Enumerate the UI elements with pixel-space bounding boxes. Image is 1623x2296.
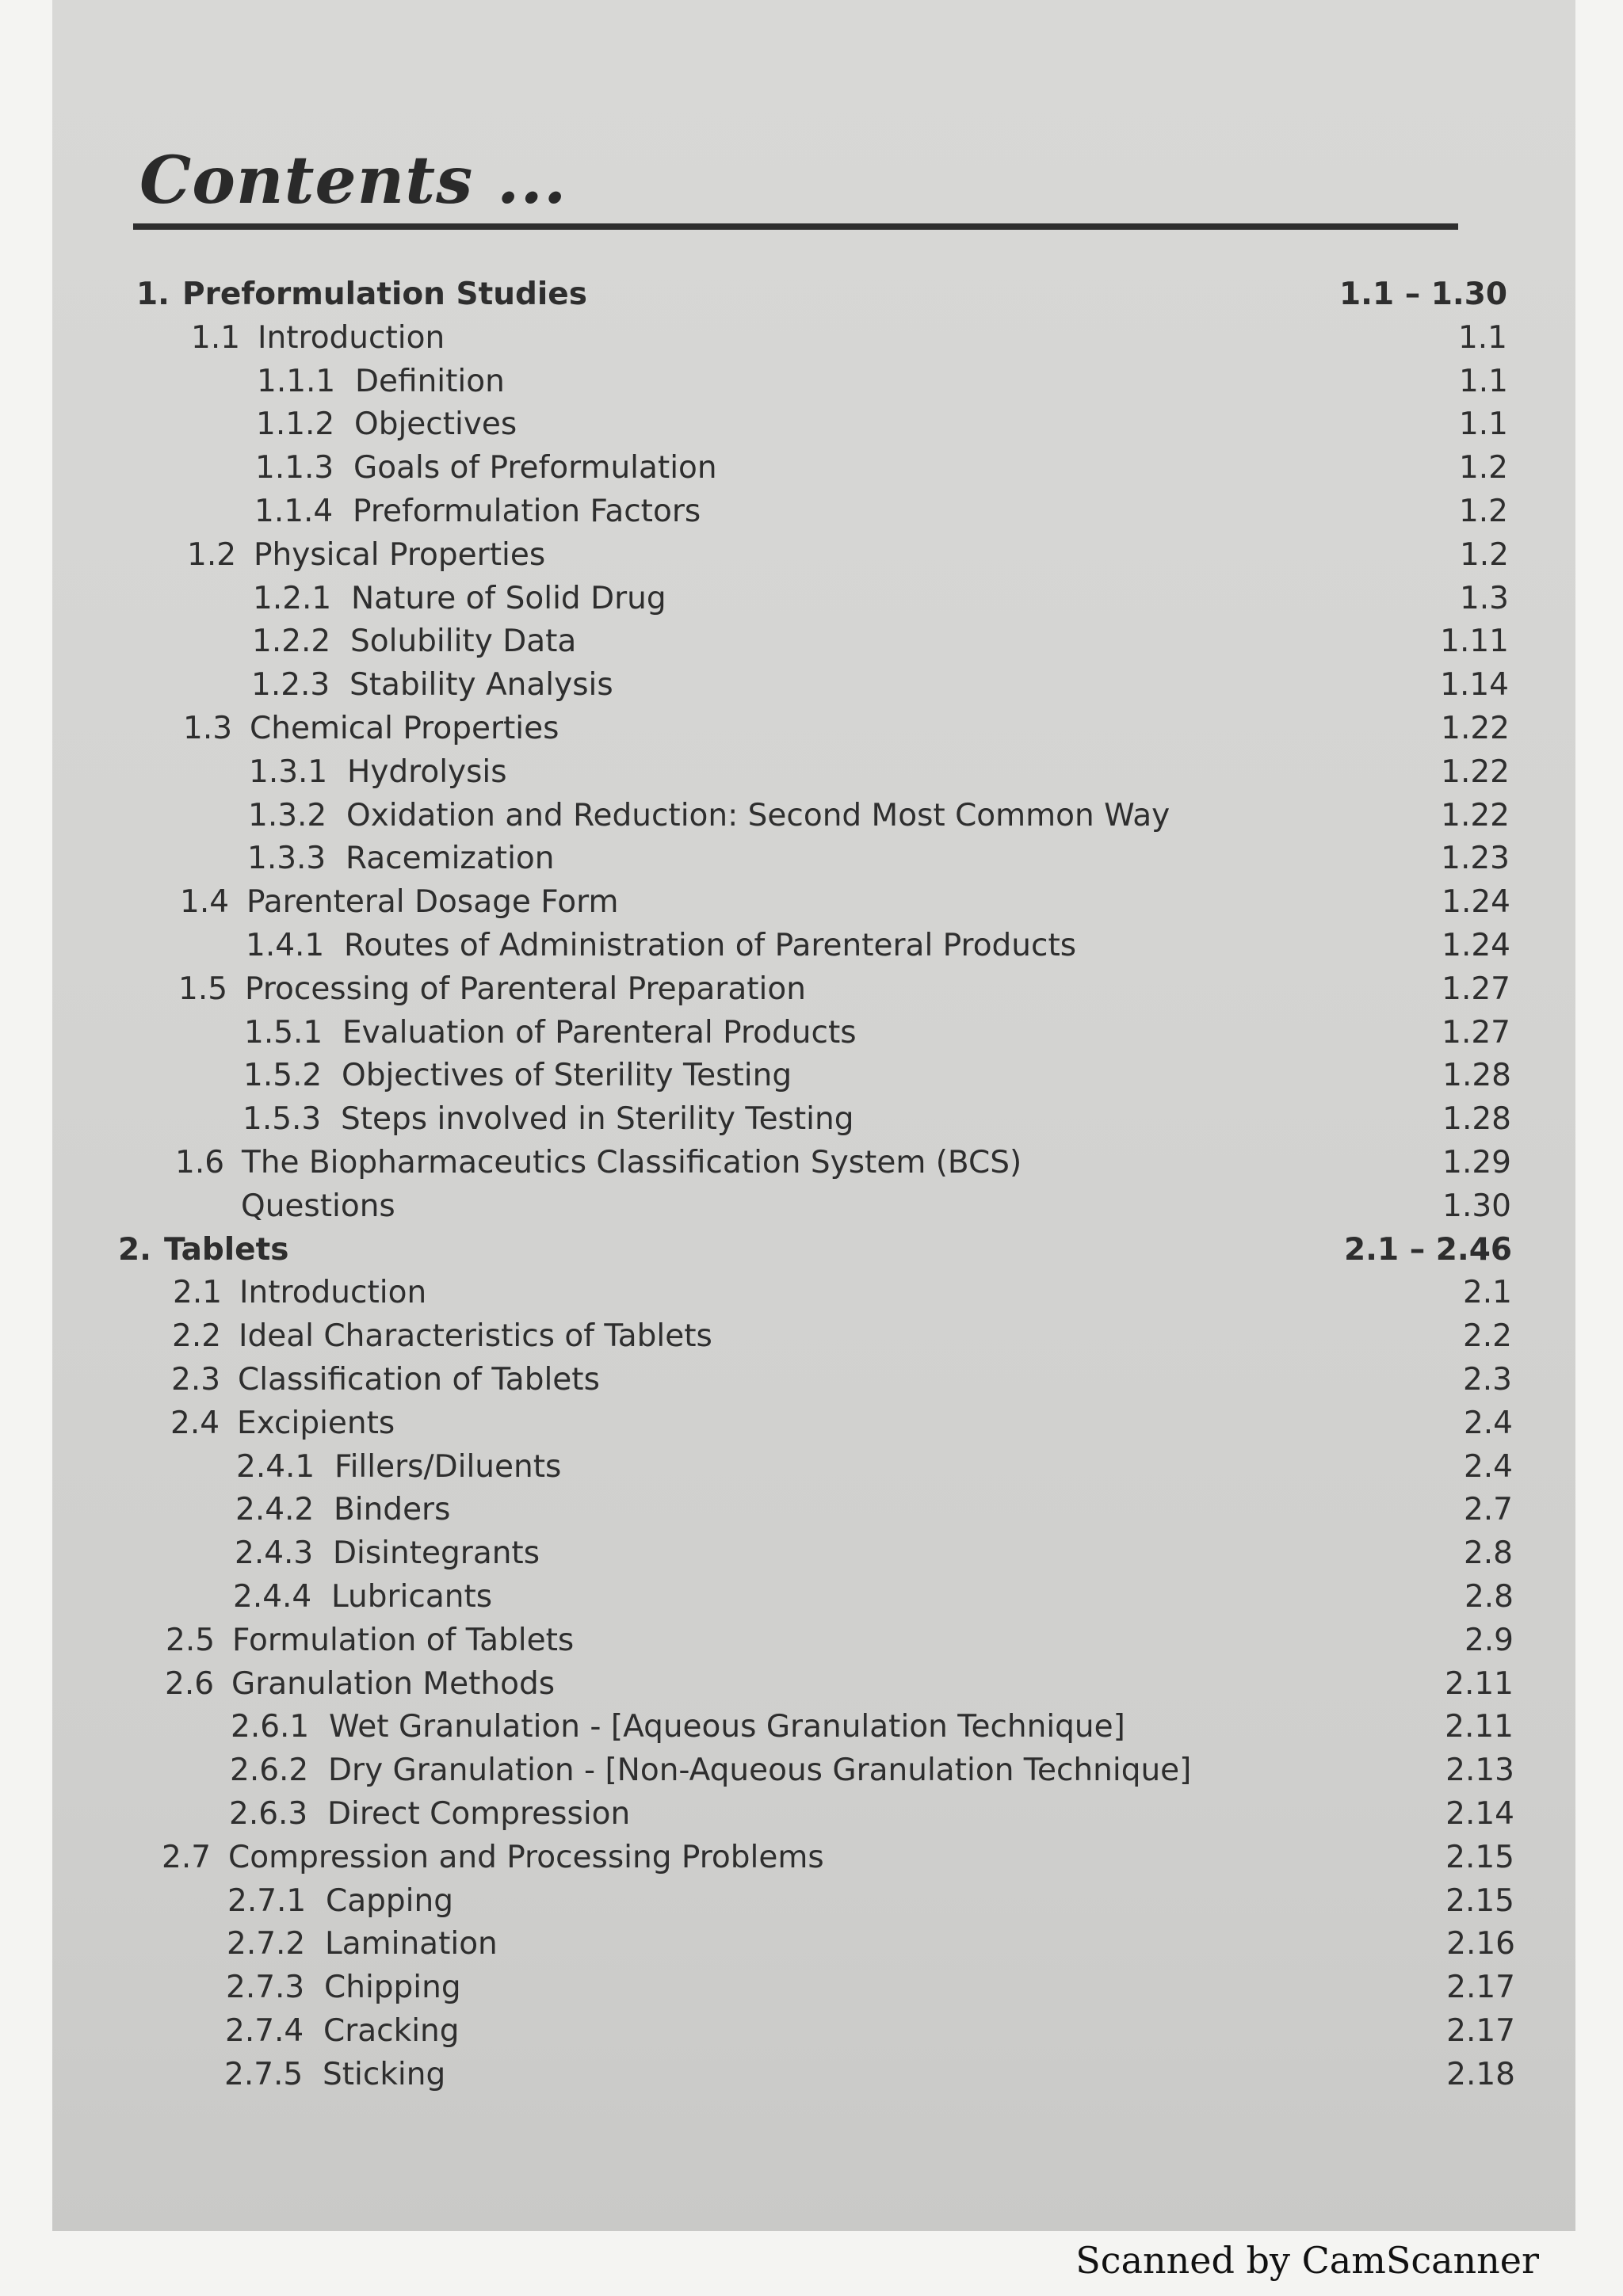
toc-entry-page: 1.1 [1458,406,1508,443]
toc-entry-number: 1.1.1 [257,363,336,399]
toc-entry-title: Tablets [164,1231,289,1268]
toc-entry-number: 1.2.1 [253,580,332,616]
toc-entry-page: 2.18 [1446,2056,1515,2092]
toc-entry-title: Sticking [323,2056,446,2092]
toc-entry-title: Chemical Properties [250,711,559,746]
toc-entry-number: 2.4.4 [233,1579,312,1615]
toc-entry-title: Racemization [346,841,555,877]
toc-entry-page: 2.17 [1446,1970,1515,2006]
toc-entry-number: 1.5.2 [243,1058,323,1094]
toc-entry-number: 2.5 [166,1622,216,1658]
toc-entry-page: 1.24 [1442,928,1510,963]
toc-entry-title: Processing of Parenteral Preparation [245,971,806,1007]
toc-entry-title: Preformulation Studies [182,277,587,312]
scanner-watermark: Scanned by CamScanner [1075,2239,1539,2282]
toc-entry-title: Cracking [323,2013,460,2049]
toc-entry-title: Solubility Data [350,624,577,660]
toc-entry-title: Formulation of Tablets [232,1622,575,1658]
toc-entry-title: Nature of Solid Drug [351,580,666,616]
toc-entry-page: 2.14 [1445,1796,1514,1832]
toc-entry-number: 2.7.5 [224,2056,304,2092]
toc-entry-number: 2.4.1 [236,1448,315,1485]
toc-entry-number: 2.7.1 [227,1882,307,1919]
toc-entry-title: Objectives of Sterility Testing [342,1058,792,1094]
toc-entry-title: Wet Granulation - [Aqueous Granulation Technique] [329,1709,1125,1745]
toc-entry-title: Introduction [258,319,445,356]
toc-entry-title: Excipients [237,1405,395,1441]
toc-entry-number: 2. [118,1231,151,1268]
toc-entry-title: Disintegrants [333,1535,540,1572]
toc-entry-number: 1.3.3 [247,841,327,877]
toc-entry-title: Fillers/Diluents [334,1448,562,1485]
toc-entry-title: Questions [241,1188,395,1224]
toc-entry-page: 2.1 – 2.46 [1344,1231,1512,1268]
toc-entry-number: 1.1.2 [256,406,335,443]
toc-entry-title: Evaluation of Parenteral Products [342,1014,857,1051]
toc-entry-number: 2.4.3 [235,1535,314,1572]
toc-entry-number: 1.2.3 [251,667,330,704]
toc-entry-number: 1.1.4 [254,494,334,529]
toc-entry-title: Oxidation and Reduction: Second Most Common Way [346,797,1170,833]
toc-entry-page: 1.14 [1440,667,1509,704]
toc-entry-page: 2.11 [1445,1709,1514,1745]
toc-entry-title: Hydrolysis [347,753,507,790]
toc-entry-number: 2.7 [162,1839,212,1875]
toc-entry-page: 1.3 [1459,580,1509,616]
document-page [52,0,1575,2231]
toc-entry-title: Lamination [325,1926,498,1962]
toc-entry-number: 2.3 [171,1362,221,1398]
toc-entry-page: 1.29 [1442,1145,1511,1180]
toc-entry-number: 1.5.1 [244,1014,323,1051]
toc-entry-number: 2.6.3 [229,1796,308,1832]
toc-entry-title: Classification of Tablets [238,1362,600,1398]
toc-entry-page: 2.17 [1446,2013,1515,2049]
toc-entry-title: Binders [334,1492,451,1528]
toc-entry-page: 2.2 [1462,1318,1512,1355]
toc-entry-page: 1.23 [1441,841,1510,877]
toc-entry-page: 1.1 – 1.30 [1339,277,1507,312]
toc-entry-page: 1.11 [1440,624,1509,660]
toc-entry-title: Chipping [324,1970,461,2006]
toc-entry-page: 2.13 [1445,1753,1514,1789]
toc-entry-number: 2.2 [172,1318,222,1355]
toc-entry-number: 1.2.2 [252,624,331,660]
toc-entry-title: Introduction [239,1275,427,1311]
toc-entry-title: Dry Granulation - [Non-Aqueous Granulation Technique] [328,1753,1192,1789]
toc-entry-page: 1.2 [1458,494,1508,529]
toc-entry-title: Routes of Administration of Parenteral Products [344,928,1077,963]
toc-entry-number: 2.6 [165,1665,215,1702]
toc-entry-page: 1.2 [1458,450,1508,486]
toc-entry-page: 1.28 [1442,1058,1511,1094]
toc-entry-page: 1.1 [1457,319,1507,356]
toc-entry-number: 2.4.2 [235,1492,315,1528]
toc-entry-number: 1.5.3 [242,1101,322,1138]
toc-entry-number: 1.4.1 [246,928,325,963]
toc-entry-page: 1.1 [1458,363,1508,399]
toc-entry-page: 1.22 [1441,797,1510,833]
toc-entry-page: 1.22 [1441,753,1510,790]
toc-entry-title: The Biopharmaceutics Classification System (BCS) [242,1145,1022,1180]
toc-entry-title: Lubricants [331,1579,493,1615]
toc-entry-page: 1.27 [1442,971,1510,1007]
toc-entry-page: 2.8 [1464,1579,1514,1615]
toc-entry-number: 2.6.1 [231,1709,310,1745]
contents-heading: Contents ... [139,143,567,219]
toc-entry-title: Physical Properties [254,536,546,573]
toc-entry-page: 2.15 [1445,1839,1514,1875]
toc-entry-number: 1.2 [187,536,237,573]
toc-entry-number: 1.4 [180,884,230,921]
toc-entry-page: 2.16 [1446,1926,1515,1962]
toc-entry-number: 1. [136,277,170,312]
toc-entry-number: 2.7.4 [225,2013,304,2049]
toc-entry-page: 2.11 [1445,1665,1514,1702]
toc-entry-page: 2.9 [1464,1622,1514,1658]
toc-entry-number: 1.5 [178,971,228,1007]
toc-entry-title: Ideal Characteristics of Tablets [239,1318,712,1355]
toc-entry-number: 2.1 [173,1275,223,1311]
toc-entry-page: 1.30 [1442,1188,1511,1224]
toc-entry-title: Compression and Processing Problems [228,1839,824,1875]
toc-entry-title: Granulation Methods [231,1665,556,1702]
toc-entry-number: 1.3.2 [248,797,327,833]
heading-rule [133,223,1458,230]
toc-entry-page: 1.27 [1442,1014,1510,1051]
toc-entry-page: 2.4 [1463,1448,1513,1485]
toc-entry-title: Parenteral Dosage Form [246,884,619,921]
toc-entry-page: 1.2 [1459,536,1509,573]
toc-entry-title: Steps involved in Sterility Testing [341,1101,854,1138]
toc-entry-page: 2.15 [1445,1882,1514,1919]
toc-entry-page: 2.8 [1463,1535,1513,1572]
toc-entry-page: 2.1 [1462,1275,1512,1311]
toc-entry-number: 2.7.3 [226,1970,305,2006]
toc-entry-title: Direct Compression [327,1796,631,1832]
toc-entry-page: 2.3 [1462,1362,1512,1398]
toc-entry-page: 1.24 [1442,884,1510,921]
toc-entry-page: 2.4 [1463,1405,1513,1441]
toc-entry-number: 1.1.3 [255,450,334,486]
toc-entry-title: Definition [355,363,505,399]
toc-entry-title: Stability Analysis [349,667,613,704]
toc-entry-title: Goals of Preformulation [353,450,717,486]
toc-entry-number: 1.3 [183,711,233,746]
toc-entry-number: 1.3.1 [249,753,328,790]
toc-entry-title: Capping [326,1882,453,1919]
toc-entry-title: Objectives [354,406,517,443]
toc-entry-page: 1.28 [1442,1101,1511,1138]
toc-entry-number: 1.1 [191,319,241,356]
toc-entry-page: 1.22 [1441,711,1510,746]
toc-entry-title: Preformulation Factors [353,494,701,529]
toc-entry-number: 1.6 [175,1145,225,1180]
toc-entry-number: 2.6.2 [230,1753,309,1789]
toc-entry-number: 2.4 [170,1405,220,1441]
toc-entry-number: 2.7.2 [227,1926,306,1962]
toc-entry-page: 2.7 [1463,1492,1513,1528]
